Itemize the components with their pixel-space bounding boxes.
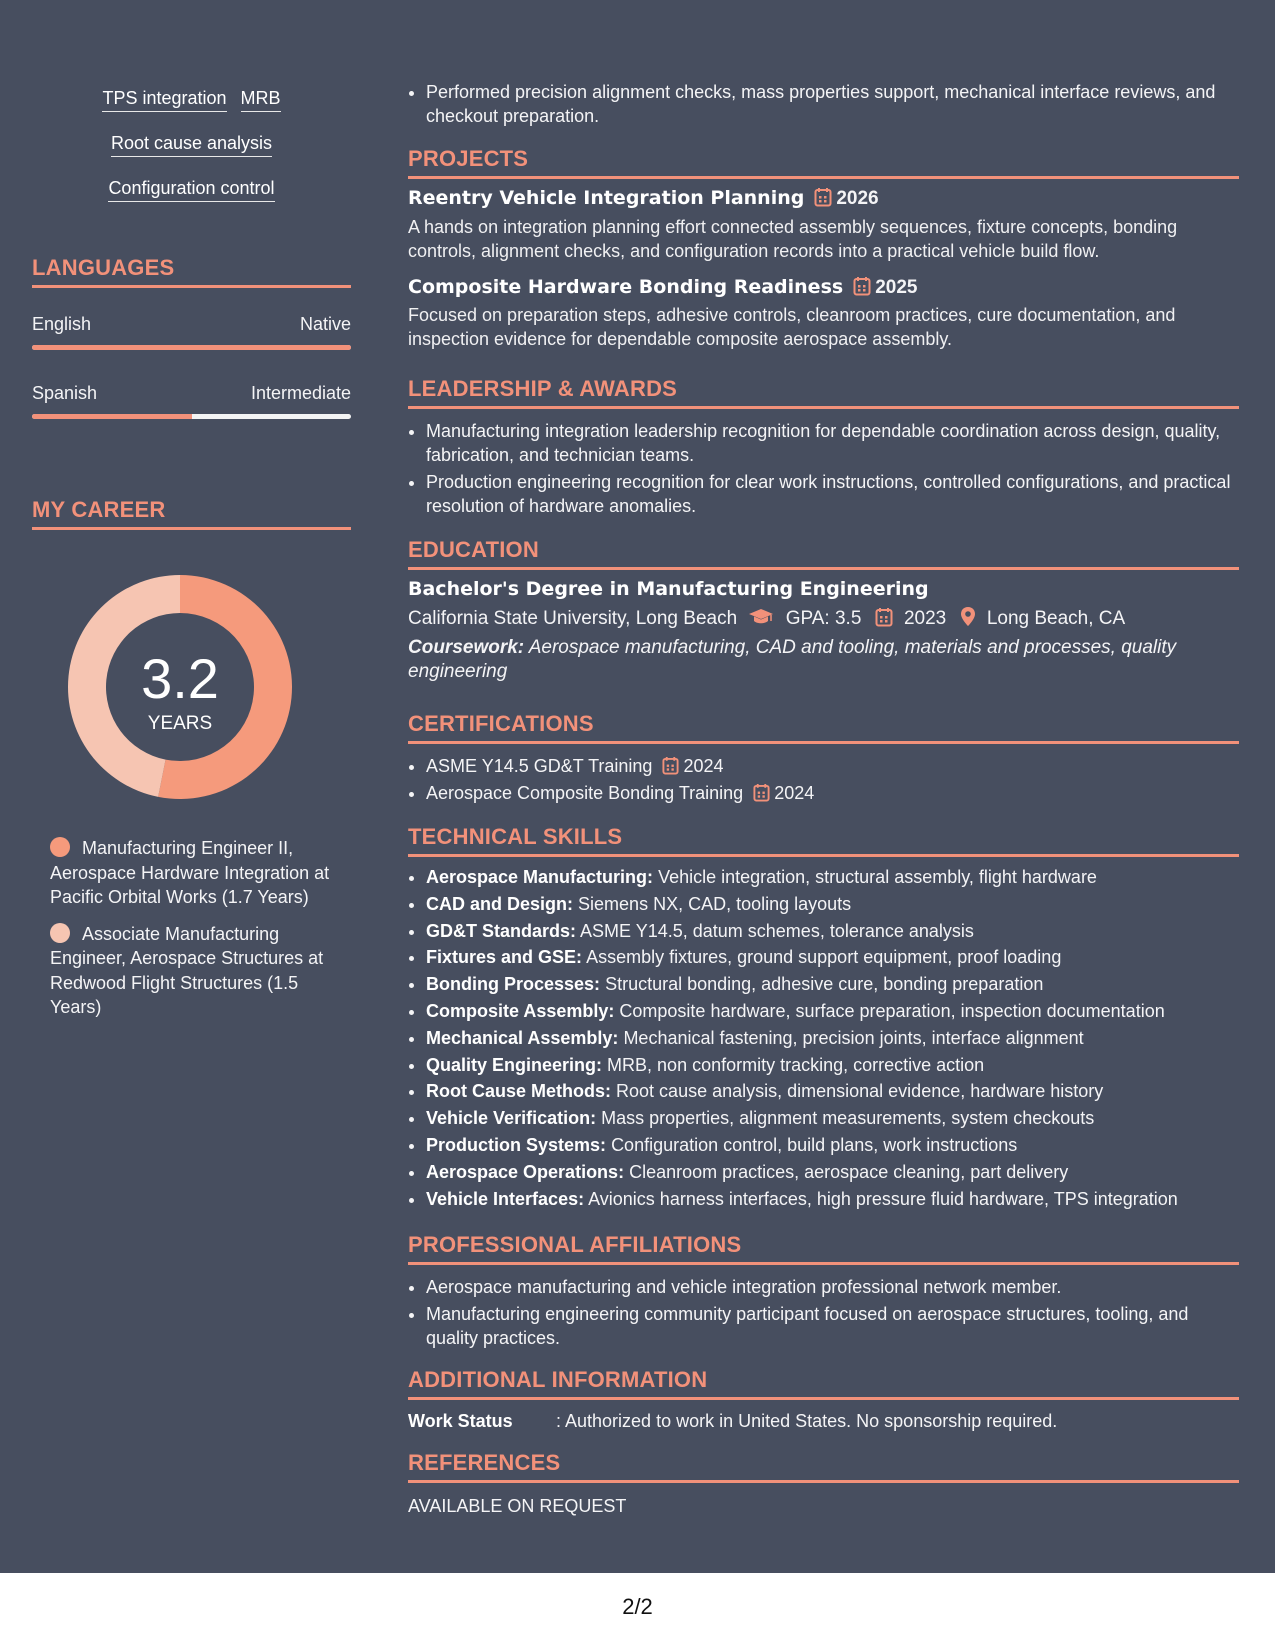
additional-info-section <box>408 1367 1239 1432</box>
language-english <box>32 314 351 350</box>
additional-info-heading: ADDITIONAL INFORMATION <box>408 1367 1239 1400</box>
skills-heading: TECHNICAL SKILLS <box>408 824 1239 857</box>
career-heading: MY CAREER <box>32 497 351 530</box>
references-value: AVAILABLE ON REQUEST <box>408 1496 627 1516</box>
skill-item <box>426 1133 1239 1159</box>
skill-value: Avionics harness interfaces, high pressure fluid hardware, TPS integration <box>588 1188 1178 1209</box>
affiliations-heading: PROFESSIONAL AFFILIATIONS <box>408 1232 1239 1265</box>
project-item <box>408 276 1239 351</box>
tag-row <box>32 133 351 178</box>
certifications-list <box>408 754 1239 805</box>
work-status-value: : Authorized to work in United States. No sponsorship required. <box>556 1411 1058 1431</box>
career-item <box>50 836 340 910</box>
skills-list <box>408 865 1239 1212</box>
skill-value: Configuration control, build plans, work instructions <box>611 1134 1018 1155</box>
skill-value: Structural bonding, adhesive cure, bonding preparation <box>605 974 1044 995</box>
skill-label: Composite Assembly: <box>426 1000 615 1021</box>
skill-tag: TPS integration <box>102 88 226 112</box>
skill-value: Composite hardware, surface preparation, inspection documentation <box>619 1000 1165 1021</box>
skill-value: Vehicle integration, structural assembly, flight hardware <box>658 867 1097 887</box>
career-unit: YEARS <box>147 713 213 734</box>
skill-value: Cleanroom practices, aerospace cleaning, part delivery <box>629 1161 1069 1182</box>
education-heading: EDUCATION <box>408 537 1239 570</box>
skill-label: Vehicle Interfaces: <box>426 1188 585 1209</box>
skill-label: Fixtures and GSE: <box>426 947 583 968</box>
project-year: 2025 <box>875 277 918 298</box>
graduation-year: 2023 <box>903 608 947 629</box>
certification-item <box>426 781 1239 805</box>
work-status-row <box>408 1411 1239 1432</box>
skill-tag: Root cause analysis <box>111 133 272 157</box>
references-heading: REFERENCES <box>408 1450 1239 1483</box>
skill-label: CAD and Design: <box>426 893 574 914</box>
references-section <box>408 1450 1239 1517</box>
career-item-text: Associate Manufacturing Engineer, Aerospace Structures at Redwood Flight Structures (1.5 Years) <box>50 923 324 1017</box>
skill-label: Quality Engineering: <box>426 1054 603 1075</box>
skill-value: Root cause analysis, dimensional evidence, hardware history <box>616 1081 1104 1102</box>
skill-item <box>426 919 1239 945</box>
languages-heading: LANGUAGES <box>32 255 351 288</box>
skill-tag: Configuration control <box>108 178 274 202</box>
leadership-heading: LEADERSHIP & AWARDS <box>408 376 1239 409</box>
skill-tags <box>32 88 351 223</box>
leadership-section <box>408 376 1239 521</box>
legend-dot <box>50 923 70 943</box>
skill-item <box>426 945 1239 971</box>
project-title: Reentry Vehicle Integration Planning <box>408 187 805 209</box>
experience-bullet: • Performed precision alignment checks, mass properties support, mechanical interface reviews, and checkout preparation. <box>426 80 1257 128</box>
skill-label: Bonding Processes: <box>426 974 601 995</box>
career-donut-chart <box>65 572 295 802</box>
calendar-icon <box>662 756 679 775</box>
skills-section <box>408 824 1239 1213</box>
skill-label: Production Systems: <box>426 1134 607 1155</box>
leadership-item: • Production engineering recognition for clear work instructions, controlled configurations, and practical resolution of hardware anomalies. <box>426 470 1239 518</box>
language-bar <box>32 414 351 419</box>
skill-item <box>426 865 1239 891</box>
certification-year: 2024 <box>683 756 724 776</box>
school-name: California State University, Long Beach <box>408 608 738 629</box>
language-bar-fill <box>32 345 351 350</box>
project-title: Composite Hardware Bonding Readiness <box>408 276 844 298</box>
education-details <box>408 606 1239 630</box>
skill-value: Mass properties, alignment measurements, system checkouts <box>601 1108 1095 1129</box>
education-section <box>408 537 1239 684</box>
graduation-cap-icon <box>748 608 774 626</box>
leadership-list <box>408 419 1239 518</box>
gpa: GPA: 3.5 <box>785 608 862 629</box>
certification-year: 2024 <box>774 783 815 803</box>
skill-value: Siemens NX, CAD, tooling layouts <box>578 893 852 914</box>
skill-value: Mechanical fastening, precision joints, interface alignment <box>623 1027 1084 1048</box>
tag-row <box>32 178 351 223</box>
affiliation-item: • Manufacturing engineering community participant focused on aerospace structures, tooling, and quality practices. <box>426 1302 1239 1350</box>
skill-label: GD&T Standards: <box>426 920 577 941</box>
language-bar <box>32 345 351 350</box>
degree-title: Bachelor's Degree in Manufacturing Engineering <box>408 578 929 600</box>
location-pin-icon <box>960 606 976 627</box>
career-total: 3.2 <box>141 647 219 710</box>
skill-value: Assembly fixtures, ground support equipment, proof loading <box>586 947 1062 968</box>
skill-item <box>426 1026 1239 1052</box>
coursework <box>408 636 1239 684</box>
career-list <box>50 836 340 1032</box>
legend-dot <box>50 837 70 857</box>
language-bar-fill <box>32 414 192 419</box>
skill-item <box>426 1106 1239 1132</box>
skill-item <box>426 972 1239 998</box>
certification-item <box>426 754 1239 778</box>
skill-value: ASME Y14.5, datum schemes, tolerance analysis <box>580 920 974 941</box>
affiliations-section <box>408 1232 1239 1353</box>
page-number: 2/2 <box>622 1594 653 1619</box>
language-name: English <box>32 314 92 334</box>
school-location: Long Beach, CA <box>986 608 1126 629</box>
projects-section <box>408 146 1239 351</box>
skill-item <box>426 1187 1239 1213</box>
coursework-value: Aerospace manufacturing, CAD and tooling, materials and processes, quality engineering <box>408 637 1177 682</box>
calendar-icon <box>753 783 770 802</box>
leadership-item: • Manufacturing integration leadership recognition for dependable coordination across design, quality, fabrication, and technician teams. <box>426 419 1239 467</box>
certification-name: ASME Y14.5 GD&T Training <box>426 756 653 776</box>
project-year: 2026 <box>836 188 879 209</box>
skill-label: Vehicle Verification: <box>426 1108 597 1129</box>
project-item <box>408 187 1239 263</box>
language-level: Native <box>299 314 351 334</box>
skill-item <box>426 999 1239 1025</box>
affiliations-list <box>408 1275 1239 1350</box>
certifications-heading: CERTIFICATIONS <box>408 711 1239 744</box>
affiliation-item: • Aerospace manufacturing and vehicle integration professional network member. <box>426 1275 1239 1299</box>
projects-heading: PROJECTS <box>408 146 1239 179</box>
coursework-label: Coursework: <box>408 637 525 658</box>
skill-label: Aerospace Manufacturing: <box>426 867 654 887</box>
language-spanish <box>32 383 351 419</box>
skill-value: MRB, non conformity tracking, corrective action <box>607 1054 985 1075</box>
skill-item <box>426 1053 1239 1079</box>
certification-name: Aerospace Composite Bonding Training <box>426 783 744 803</box>
project-description: Focused on preparation steps, adhesive controls, cleanroom practices, cure documentation, and inspection evidence for dependable composite aerospace assembly. <box>408 305 1176 349</box>
skill-label: Root Cause Methods: <box>426 1081 612 1102</box>
career-item-text: Manufacturing Engineer II, Aerospace Hardware Integration at Pacific Orbital Works (1.7 Years) <box>50 838 330 907</box>
calendar-icon <box>853 276 871 296</box>
certifications-section <box>408 711 1239 808</box>
experience-bullets <box>408 80 1257 131</box>
calendar-icon <box>814 187 832 207</box>
project-description: A hands on integration planning effort connected assembly sequences, fixture concepts, bonding controls, alignment checks, and configuration records into a practical vehicle build flow. <box>408 217 1178 261</box>
skill-item <box>426 1160 1239 1186</box>
skill-label: Mechanical Assembly: <box>426 1027 619 1048</box>
calendar-icon <box>875 607 893 627</box>
skill-tag: MRB <box>241 88 281 112</box>
language-name: Spanish <box>32 383 98 403</box>
skill-item <box>426 1079 1239 1105</box>
skill-label: Aerospace Operations: <box>426 1161 625 1182</box>
skill-item <box>426 892 1239 918</box>
work-status-label: Work Status <box>408 1411 513 1431</box>
career-item <box>50 922 340 1020</box>
tag-row <box>32 88 351 133</box>
language-level: Intermediate <box>250 383 351 403</box>
